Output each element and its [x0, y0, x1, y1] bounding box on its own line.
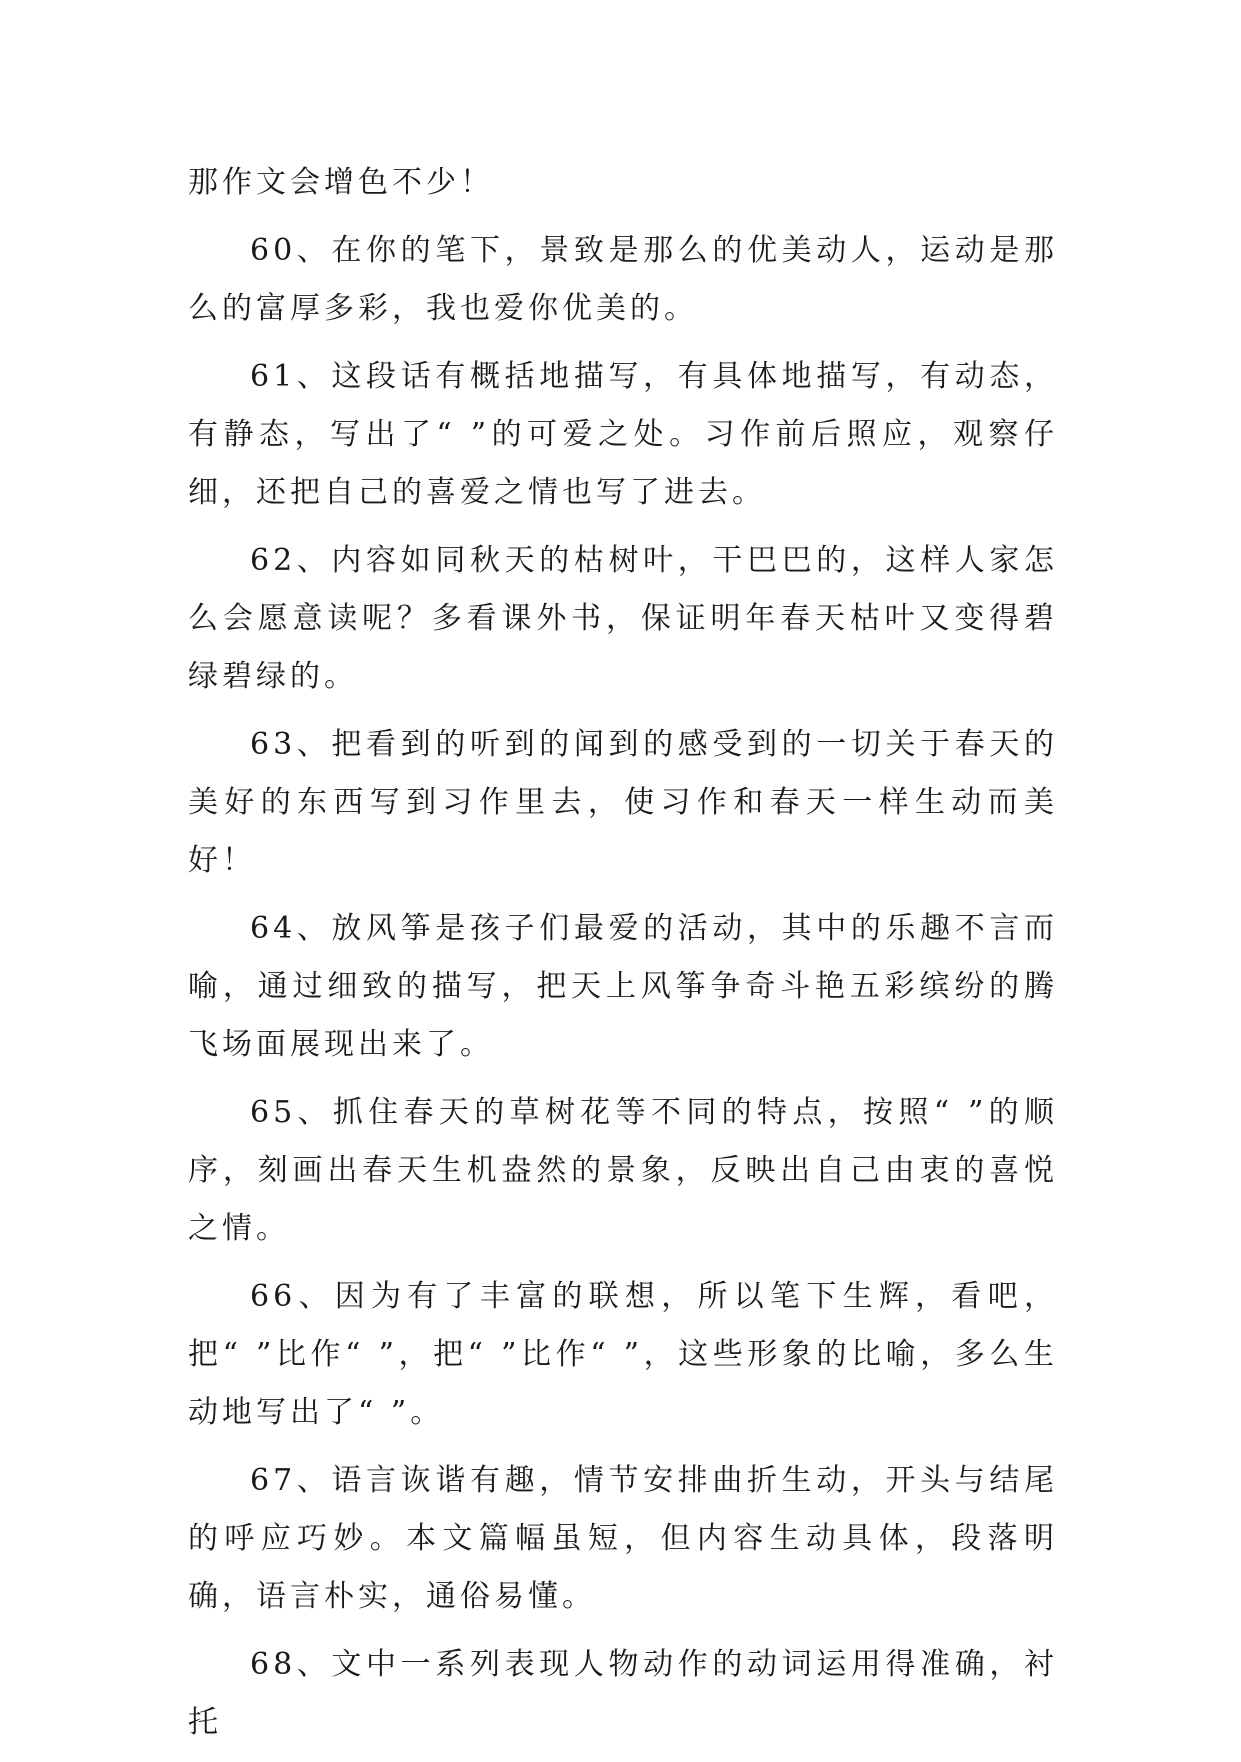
- paragraph-63: 63、把看到的听到的闻到的感受到的一切关于春天的美好的东西写到习作里去，使习作和春天一样生动而美好！: [188, 727, 1058, 878]
- paragraph-65: 65、抓住春天的草树花等不同的特点，按照“ ”的顺序，刻画出春天生机盎然的景象，反映出自己由衷的喜悦之情。: [188, 1095, 1058, 1246]
- paragraph-66: 66、因为有了丰富的联想，所以笔下生辉，看吧，把“ ”比作“ ”，把“ ”比作“ ”，这些形象的比喻，多么生动地写出了“ ”。: [188, 1279, 1058, 1430]
- paragraph-61: 61、这段话有概括地描写，有具体地描写，有动态，有静态，写出了“ ”的可爱之处。习作前后照应，观察仔细，还把自己的喜爱之情也写了进去。: [188, 359, 1058, 510]
- paragraph-68: 68、文中一系列表现人物动作的动词运用得准确，衬托: [188, 1647, 1058, 1740]
- paragraph-continuation: 那作文会增色不少！: [188, 165, 494, 200]
- paragraph-62: 62、内容如同秋天的枯树叶，干巴巴的，这样人家怎么会愿意读呢？多看课外书，保证明年春天枯叶又变得碧绿碧绿的。: [188, 543, 1058, 694]
- paragraph-67: 67、语言诙谐有趣，情节安排曲折生动，开头与结尾的呼应巧妙。本文篇幅虽短，但内容生动具体，段落明确，语言朴实，通俗易懂。: [188, 1463, 1058, 1614]
- paragraph-64: 64、放风筝是孩子们最爱的活动，其中的乐趣不言而喻，通过细致的描写，把天上风筝争奇斗艳五彩缤纷的腾飞场面展现出来了。: [188, 911, 1058, 1062]
- paragraph-60: 60、在你的笔下，景致是那么的优美动人，运动是那么的富厚多彩，我也爱你优美的。: [188, 233, 1058, 326]
- document-body: [188, 154, 1058, 1762]
